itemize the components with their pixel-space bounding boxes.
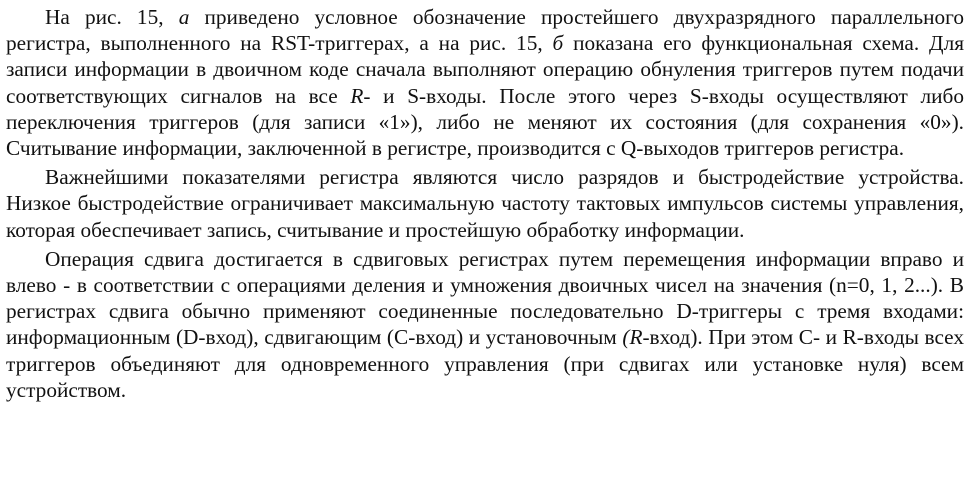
paragraph-text-run: -вход). При этом С- и R-входы всех триггеров объединяют для одновременного управления (при сдвигах или установке нуля) всем устройством. — [6, 325, 964, 402]
paragraph-text-run: Операция сдвига достигается в сдвиговых регистрах путем перемещения информации вправо и влево - в соответствии с операциями деления и умножения двоичных чисел на значения (n=0, 1, 2...). В регистрах сдвига обычно применяют соединенные последовательно D-триггеры с тремя входами: информационным (D-вход), сдвигающим (С-вход) и установочным — [6, 246, 964, 350]
paragraph-text-run: На рис. 15, — [45, 5, 179, 29]
figure-label-a: а — [178, 5, 190, 29]
document-page — [6, 4, 964, 403]
paragraph-text-run: показана его функциональная схема. Для записи информации в двоичном коде сначала выполняют операцию обнуления триггеров путем подачи соответствующих сигналов на все — [6, 31, 965, 108]
italic-r-symbol: (R — [622, 325, 643, 350]
figure-label-b: б — [552, 31, 564, 56]
italic-r-symbol: R — [350, 83, 364, 108]
paragraph-register-performance: Важнейшими показателями регистра являются число разрядов и быстродействие устройства. Низкое быстродействие ограничивает максимальную частоту тактовых импульсов системы управления, которая обеспечивает запись, считывание и простейшую обработку информации. — [6, 165, 964, 242]
paragraph-register-description — [6, 4, 964, 161]
paragraph-text-run: приведено условное обозначение простейшего двухразрядного параллельного регистра, выполненного на RST-триггерах, а на рис. 15, — [6, 5, 964, 56]
paragraph-shift-registers — [6, 246, 964, 403]
paragraph-text-run: - и S-входы. После этого через S-входы осуществляют либо переключения триггеров (для записи «1»), либо не меняют их состояния (для сохранения «0»). Считывание информации, заключенной в регистре, производится с Q-выходов триггеров регистра. — [6, 83, 965, 161]
